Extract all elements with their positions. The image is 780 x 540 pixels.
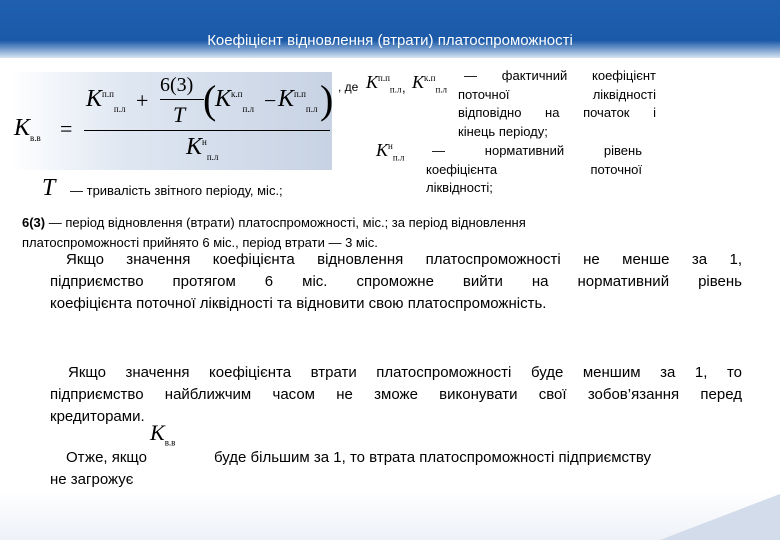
conclusion-line2: не загрожує: [50, 471, 134, 488]
symbol-k-kp: $K^{к.п}_{п.л}$: [412, 72, 448, 95]
paragraph-loss: Якщо значення коефіцієнта втрати платоспроможності буде меншим за 1, то підприємство найближчим часом не зможе виконувати свої зобов’язання перед кредиторами.: [50, 364, 742, 425]
conclusion-part2: буде більшим за 1, то втрата платоспроможності підприємству: [214, 449, 652, 466]
symbol-comma: ,: [402, 80, 406, 95]
symbol-k-n: $K^н_{п.л}$: [376, 140, 405, 163]
formula-lhs: $K_{в.в}$: [14, 115, 41, 143]
main-fraction-line: [84, 130, 330, 131]
formula: [10, 72, 332, 170]
formula-minus: −: [264, 88, 277, 113]
conclusion-part1: Отже, якщо: [66, 449, 147, 466]
T-definition: — тривалість звітного періоду, міс.;: [70, 183, 283, 198]
symbol-k-pp: $K^{п.п}_{п.л}$: [366, 72, 402, 95]
conclusion-symbol-k-vv: $K_{в.в}$: [150, 420, 176, 448]
corner-decoration: [660, 494, 780, 540]
period-definition: 6(3) — період відновлення (втрати) платоспроможності, міс.; за період відновлення: [22, 215, 526, 230]
where-label: , де: [338, 80, 359, 94]
period-definition-line2: платоспроможності прийнято 6 міс., період втрати — 3 міс.: [22, 235, 378, 250]
formula-num-k-pp: $K^{п.п}_{п.л}$: [86, 86, 126, 114]
formula-num-k-pp2: $K^{п.п}_{п.л}$: [278, 86, 318, 114]
formula-T: T: [173, 102, 186, 127]
formula-equals: =: [60, 116, 73, 141]
page-title: Коефіцієнт відновлення (втрати) платоспроможності: [207, 32, 573, 49]
symbol-T: T: [42, 175, 56, 201]
formula-six3: 6(3): [160, 74, 194, 96]
formula-plus: +: [136, 88, 149, 113]
formula-den-k-n: $K^н_{п.л}$: [186, 134, 219, 162]
normative-definition: — нормативний рівень коефіцієнта поточної ліквідності;: [426, 143, 642, 195]
actual-coefficient-definition: — фактичний коефіцієнт поточної ліквідності відповідно на початок і кінець періоду;: [458, 68, 656, 139]
left-paren: (: [203, 77, 217, 122]
inner-fraction-line: [160, 99, 204, 100]
formula-num-k-kp: $K^{к.п}_{п.л}$: [215, 86, 255, 114]
paragraph-recovery: Якщо значення коефіцієнта відновлення платоспроможності не менше за 1, підприємство протягом 6 міс. спроможне вийти на нормативний рівень коефіцієнта поточної ліквідності та відновити свою платоспроможність.: [50, 251, 742, 312]
right-paren: ): [320, 77, 334, 122]
title-bar: [0, 0, 780, 58]
